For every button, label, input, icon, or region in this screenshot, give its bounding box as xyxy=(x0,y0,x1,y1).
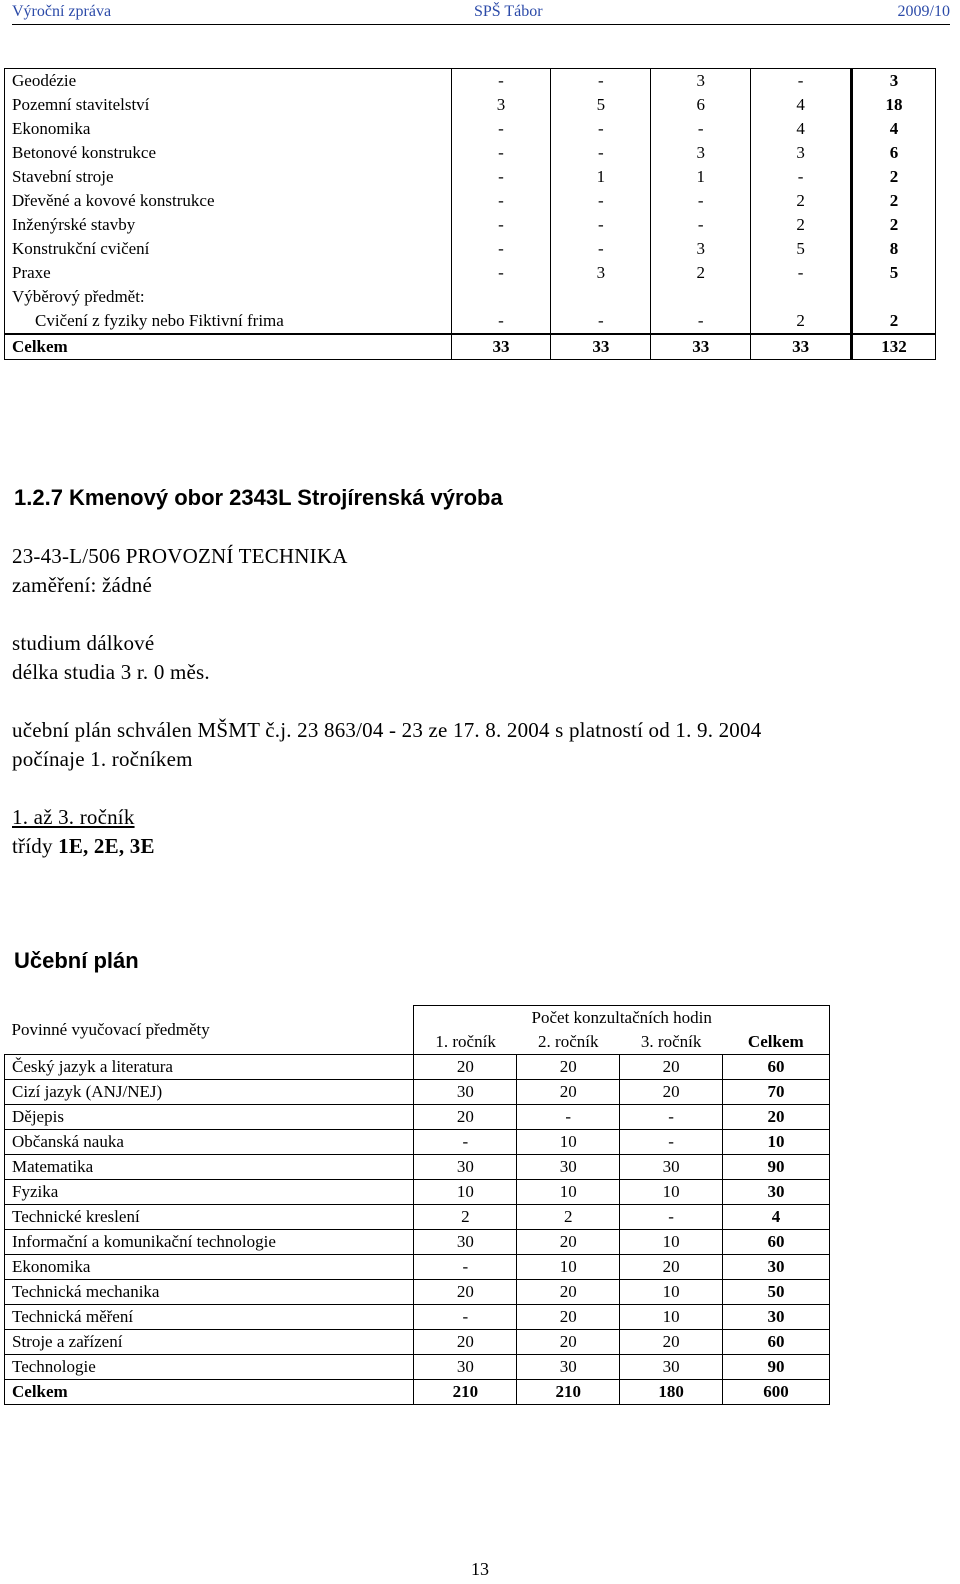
value-cell: 4 xyxy=(751,93,852,117)
page-number: 13 xyxy=(471,1559,489,1579)
total-cell: 60 xyxy=(723,1330,830,1355)
value-cell: - xyxy=(651,309,751,334)
value-cell: 5 xyxy=(751,237,852,261)
value-cell: 3 xyxy=(651,141,751,165)
subject-cell: Dřevěné a kovové konstrukce xyxy=(5,189,452,213)
col-year2: 2. ročník xyxy=(517,1030,620,1055)
subject-cell: Stroje a zařízení xyxy=(5,1330,414,1355)
total-cell: 10 xyxy=(723,1130,830,1155)
value-cell: 10 xyxy=(517,1255,620,1280)
hours-table-continued xyxy=(4,68,936,360)
total-cell: 90 xyxy=(723,1155,830,1180)
value-cell: 30 xyxy=(517,1155,620,1180)
value-cell: 20 xyxy=(517,1305,620,1330)
table-row xyxy=(5,285,936,309)
value-cell: 3 xyxy=(451,93,551,117)
table-row xyxy=(5,1155,830,1180)
value-cell: - xyxy=(751,165,852,189)
table-row xyxy=(5,1330,830,1355)
subject-cell: Technologie xyxy=(5,1355,414,1380)
value-cell: 10 xyxy=(620,1280,723,1305)
plan-start: počínaje 1. ročníkem xyxy=(12,747,193,771)
value-cell: 30 xyxy=(620,1355,723,1380)
value-cell: 210 xyxy=(414,1380,517,1405)
table-row xyxy=(5,1130,830,1155)
value-cell: 10 xyxy=(620,1230,723,1255)
total-cell: 90 xyxy=(723,1355,830,1380)
value-cell: 5 xyxy=(551,93,651,117)
total-cell: 600 xyxy=(723,1380,830,1405)
total-cell: 70 xyxy=(723,1080,830,1105)
total-cell: 2 xyxy=(852,309,936,334)
total-cell xyxy=(852,285,936,309)
subject-cell: Ekonomika xyxy=(5,1255,414,1280)
plan-approval: učební plán schválen MŠMT č.j. 23 863/04 - 23 ze 17. 8. 2004 s platností od 1. 9. 2004 xyxy=(12,718,762,742)
col-total: Celkem xyxy=(723,1030,830,1055)
subject-cell: Informační a komunikační technologie xyxy=(5,1230,414,1255)
value-cell: 33 xyxy=(451,334,551,360)
table-row xyxy=(5,213,936,237)
subject-cell: Matematika xyxy=(5,1155,414,1180)
table-row xyxy=(5,189,936,213)
value-cell: - xyxy=(651,213,751,237)
value-cell: 20 xyxy=(517,1080,620,1105)
value-cell: 2 xyxy=(517,1205,620,1230)
table-row xyxy=(5,1230,830,1255)
header-right: 2009/10 xyxy=(897,3,950,20)
value-cell: 20 xyxy=(620,1255,723,1280)
subject-cell: Betonové konstrukce xyxy=(5,141,452,165)
value-cell: - xyxy=(551,189,651,213)
value-cell: - xyxy=(451,261,551,285)
total-cell: 60 xyxy=(723,1230,830,1255)
table-row xyxy=(5,165,936,189)
col-group-header: Počet konzultačních hodin xyxy=(414,1006,830,1031)
value-cell: - xyxy=(620,1205,723,1230)
value-cell: - xyxy=(414,1255,517,1280)
value-cell: - xyxy=(414,1130,517,1155)
total-cell: 30 xyxy=(723,1180,830,1205)
value-cell: 30 xyxy=(414,1155,517,1180)
total-cell: 30 xyxy=(723,1305,830,1330)
subject-cell: Český jazyk a literatura xyxy=(5,1055,414,1080)
subject-cell: Technická měření xyxy=(5,1305,414,1330)
total-cell: 2 xyxy=(852,165,936,189)
study-form: studium dálkové xyxy=(12,631,155,655)
value-cell: - xyxy=(451,165,551,189)
value-cell: 20 xyxy=(517,1330,620,1355)
value-cell: 3 xyxy=(751,141,852,165)
value-cell: 10 xyxy=(620,1180,723,1205)
value-cell xyxy=(651,285,751,309)
value-cell: - xyxy=(651,189,751,213)
subject-cell: Praxe xyxy=(5,261,452,285)
value-cell: 33 xyxy=(651,334,751,360)
value-cell: - xyxy=(551,213,651,237)
total-cell: 30 xyxy=(723,1255,830,1280)
value-cell: 20 xyxy=(620,1080,723,1105)
table-row xyxy=(5,1180,830,1205)
value-cell: 33 xyxy=(551,334,651,360)
total-cell: 4 xyxy=(723,1205,830,1230)
table-row xyxy=(5,1280,830,1305)
value-cell: 6 xyxy=(651,93,751,117)
table-row xyxy=(5,261,936,285)
total-cell: 8 xyxy=(852,237,936,261)
value-cell xyxy=(751,285,852,309)
subject-cell: Fyzika xyxy=(5,1180,414,1205)
value-cell: 30 xyxy=(517,1355,620,1380)
value-cell: - xyxy=(451,141,551,165)
value-cell: 30 xyxy=(414,1355,517,1380)
value-cell: 20 xyxy=(414,1280,517,1305)
value-cell: 3 xyxy=(651,69,751,94)
subject-cell: Technická mechanika xyxy=(5,1280,414,1305)
value-cell: - xyxy=(620,1105,723,1130)
total-cell: 50 xyxy=(723,1280,830,1305)
value-cell: 10 xyxy=(414,1180,517,1205)
value-cell: 210 xyxy=(517,1380,620,1405)
value-cell: - xyxy=(751,261,852,285)
study-plan-table xyxy=(4,1005,830,1405)
total-cell: 3 xyxy=(852,69,936,94)
table-row xyxy=(5,1055,830,1080)
subject-cell: Stavební stroje xyxy=(5,165,452,189)
value-cell: - xyxy=(751,69,852,94)
value-cell: - xyxy=(451,117,551,141)
value-cell: 10 xyxy=(517,1180,620,1205)
value-cell: - xyxy=(551,69,651,94)
subject-cell: Výběrový předmět: xyxy=(5,285,452,309)
value-cell: 3 xyxy=(651,237,751,261)
value-cell: 2 xyxy=(651,261,751,285)
total-cell: 60 xyxy=(723,1055,830,1080)
subject-cell: Geodézie xyxy=(5,69,452,94)
value-cell xyxy=(451,285,551,309)
total-cell: 20 xyxy=(723,1105,830,1130)
value-cell: 33 xyxy=(751,334,852,360)
value-cell: - xyxy=(451,189,551,213)
value-cell: - xyxy=(551,237,651,261)
subject-cell: Inženýrské stavby xyxy=(5,213,452,237)
value-cell: - xyxy=(551,117,651,141)
value-cell: 20 xyxy=(414,1055,517,1080)
value-cell: - xyxy=(551,309,651,334)
total-cell: 18 xyxy=(852,93,936,117)
subject-cell: Technické kreslení xyxy=(5,1205,414,1230)
value-cell: 2 xyxy=(751,309,852,334)
table-row xyxy=(5,69,936,94)
page-header xyxy=(0,0,960,26)
table-row xyxy=(5,117,936,141)
value-cell: 2 xyxy=(751,189,852,213)
section-heading: 1.2.7 Kmenový obor 2343L Strojírenská výroba xyxy=(14,485,503,510)
value-cell: 4 xyxy=(751,117,852,141)
total-cell: 4 xyxy=(852,117,936,141)
value-cell: - xyxy=(551,141,651,165)
value-cell: 2 xyxy=(414,1205,517,1230)
subject-cell: Celkem xyxy=(5,1380,414,1405)
program-focus: zaměření: žádné xyxy=(12,573,152,597)
value-cell: - xyxy=(451,309,551,334)
value-cell: 20 xyxy=(620,1330,723,1355)
table-row xyxy=(5,309,936,334)
subject-cell: Občanská nauka xyxy=(5,1130,414,1155)
value-cell: - xyxy=(517,1105,620,1130)
col-subject-header: Povinné vyučovací předměty xyxy=(11,1019,210,1039)
table-row xyxy=(5,1255,830,1280)
value-cell: - xyxy=(451,213,551,237)
value-cell: 20 xyxy=(517,1230,620,1255)
value-cell: - xyxy=(651,117,751,141)
value-cell: 30 xyxy=(620,1155,723,1180)
subject-cell: Celkem xyxy=(5,334,452,360)
value-cell: 3 xyxy=(551,261,651,285)
table-total-row xyxy=(5,1380,830,1405)
total-cell: 132 xyxy=(852,334,936,360)
study-length: délka studia 3 r. 0 měs. xyxy=(12,660,210,684)
program-code: 23-43-L/506 PROVOZNÍ TECHNIKA xyxy=(12,544,348,568)
plan-heading: Učební plán xyxy=(14,948,139,973)
table-row xyxy=(5,237,936,261)
value-cell: 180 xyxy=(620,1380,723,1405)
subject-cell: Pozemní stavitelství xyxy=(5,93,452,117)
value-cell: 20 xyxy=(414,1105,517,1130)
value-cell: - xyxy=(620,1130,723,1155)
table-row xyxy=(5,93,936,117)
value-cell xyxy=(551,285,651,309)
value-cell: 30 xyxy=(414,1080,517,1105)
subject-cell: Konstrukční cvičení xyxy=(5,237,452,261)
header-center: SPŠ Tábor xyxy=(474,3,543,20)
value-cell: - xyxy=(414,1305,517,1330)
value-cell: 10 xyxy=(620,1305,723,1330)
table-row xyxy=(5,141,936,165)
value-cell: 30 xyxy=(414,1230,517,1255)
year-range: 1. až 3. ročník xyxy=(12,805,135,829)
total-cell: 6 xyxy=(852,141,936,165)
table-total-row xyxy=(5,334,936,360)
total-cell: 5 xyxy=(852,261,936,285)
col-year1: 1. ročník xyxy=(414,1030,517,1055)
header-divider xyxy=(12,24,950,25)
subject-cell: Cvičení z fyziky nebo Fiktivní frima xyxy=(5,309,452,334)
subject-cell: Dějepis xyxy=(5,1105,414,1130)
table-row xyxy=(5,1080,830,1105)
subject-cell: Ekonomika xyxy=(5,117,452,141)
value-cell: 2 xyxy=(751,213,852,237)
value-cell: 20 xyxy=(517,1055,620,1080)
header-left: Výroční zpráva xyxy=(12,3,112,20)
subject-cell: Cizí jazyk (ANJ/NEJ) xyxy=(5,1080,414,1105)
total-cell: 2 xyxy=(852,189,936,213)
value-cell: - xyxy=(451,237,551,261)
table-row xyxy=(5,1305,830,1330)
value-cell: 20 xyxy=(414,1330,517,1355)
table-row xyxy=(5,1355,830,1380)
classes-line: třídy 1E, 2E, 3E xyxy=(12,834,155,858)
table-row xyxy=(5,1205,830,1230)
value-cell: 1 xyxy=(551,165,651,189)
value-cell: 20 xyxy=(517,1280,620,1305)
col-year3: 3. ročník xyxy=(620,1030,723,1055)
value-cell: 1 xyxy=(651,165,751,189)
table-row xyxy=(5,1105,830,1130)
value-cell: - xyxy=(451,69,551,94)
total-cell: 2 xyxy=(852,213,936,237)
value-cell: 10 xyxy=(517,1130,620,1155)
value-cell: 20 xyxy=(620,1055,723,1080)
